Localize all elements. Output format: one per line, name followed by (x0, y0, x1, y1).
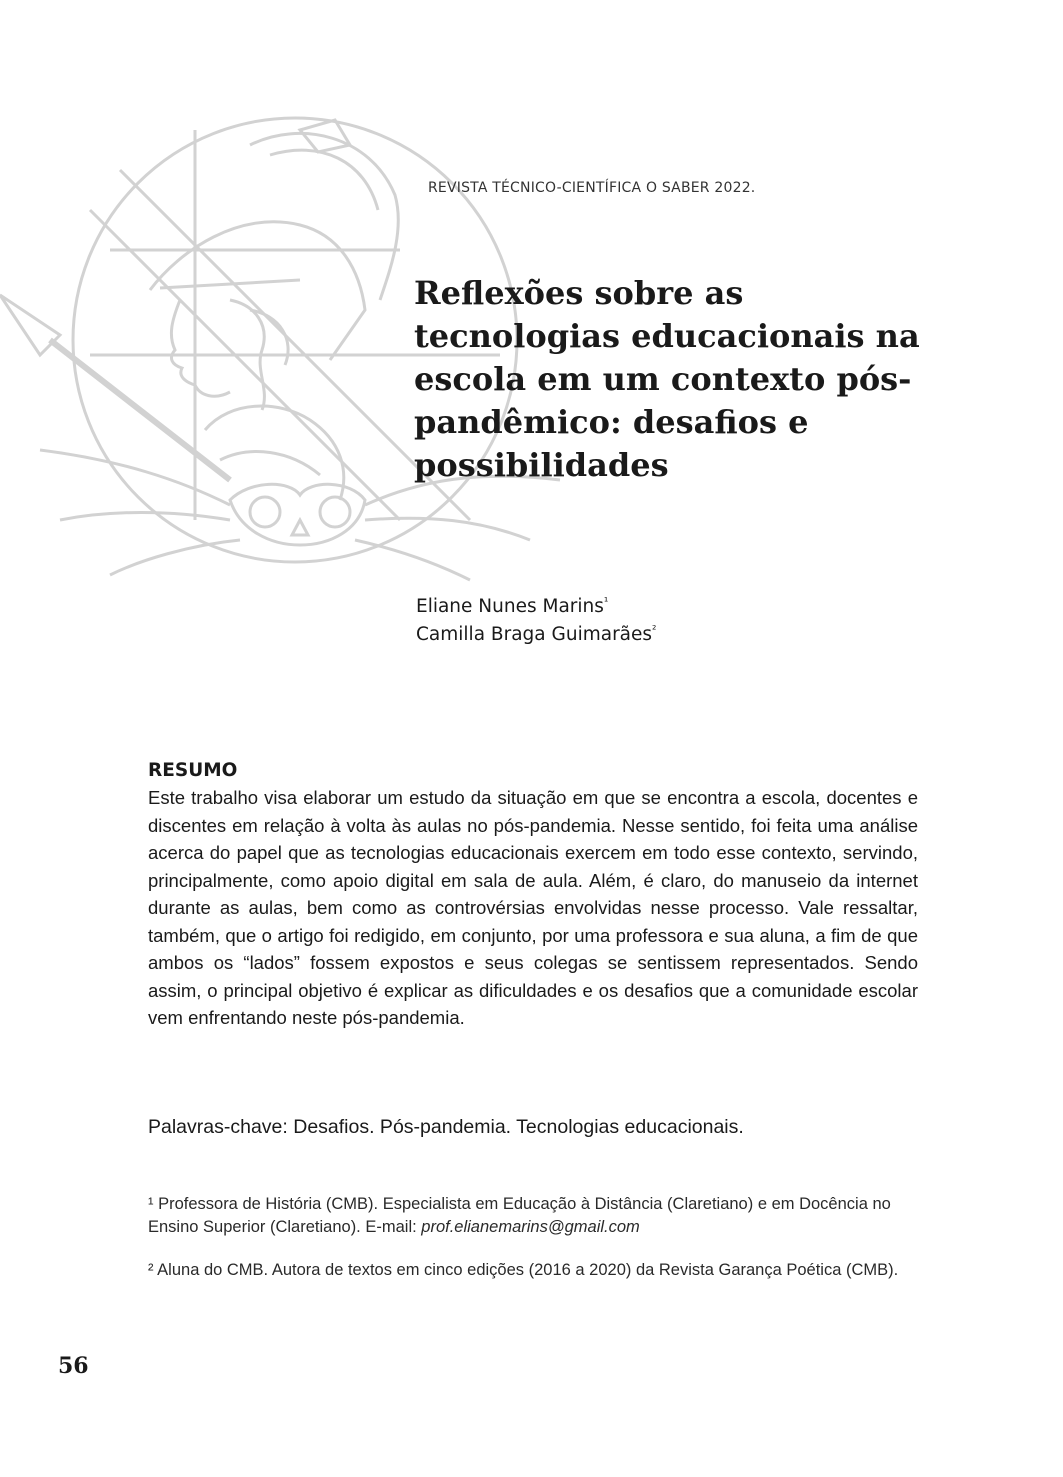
footnote-email: prof.elianemarins@gmail.com (421, 1218, 640, 1236)
article-title: Reflexões sobre as tecnologias educacionais na escola em um contexto pós-pandêmico: desafios e possibilidades (414, 274, 920, 484)
footnote-2: ² Aluna do CMB. Autora de textos em cinco edições (2016 a 2020) da Revista Garança Poética (CMB). (148, 1261, 899, 1279)
author-name: Eliane Nunes Marins (416, 596, 604, 617)
abstract-heading: RESUMO (148, 760, 238, 781)
author-2 (416, 621, 656, 649)
footnote-text: ¹ Professora de História (CMB). Especialista em Educação à Distância (Claretiano) e em Docência no Ensino Superior (Claretiano). E-mail: (148, 1195, 891, 1236)
abstract-body: Este trabalho visa elaborar um estudo da situação em que se encontra a escola, docentes e discentes em relação à volta às aulas no pós-pandemia. Nesse sentido, foi feita uma análise acerca do papel que as tecnologias educacionais exercem em todo esse contexto, servindo, principalmente, como apoio digital em sala de aula. Além, é claro, do manuseio da internet durante as aulas, bem como as controvérsias envolvidas nesse processo. Vale ressaltar, também, que o artigo foi redigido, em conjunto, por uma professora e sua aluna, a fim de que ambos os “lados” fossem expostos e seus colegas se sentissem representados. Sendo assim, o principal objetivo é explicar as dificuldades e os desafios que a comunidade escolar vem enfrentando neste pós-pandemia. (148, 787, 918, 1028)
author-footnote-mark: ¹ (603, 594, 609, 608)
journal-header: REVISTA TÉCNICO-CIENTÍFICA O SABER 2022. (428, 180, 756, 196)
page-number: 56 (58, 1353, 89, 1379)
author-footnote-mark: ² (652, 622, 657, 636)
author-1 (416, 593, 656, 621)
author-list (416, 593, 656, 649)
author-name: Camilla Braga Guimarães (416, 624, 653, 645)
keywords: Palavras-chave: Desafios. Pós-pandemia. Tecnologias educacionais. (148, 1116, 744, 1138)
footnotes (148, 1193, 908, 1302)
footnote-1 (148, 1193, 908, 1239)
abstract-section (148, 758, 918, 1032)
